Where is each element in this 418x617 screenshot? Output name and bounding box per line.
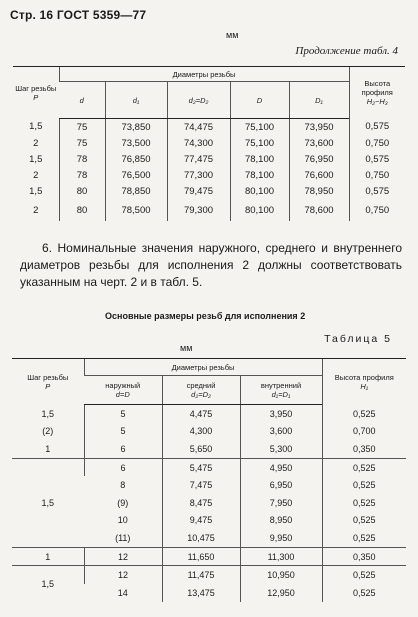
cell: 74,300	[167, 135, 230, 151]
cell: 0,525	[322, 529, 406, 547]
cell: 14	[117, 587, 128, 598]
header-diameters: Диаметры резьбы	[84, 359, 322, 376]
page-header: Стр. 16 ГОСТ 5359—77	[10, 8, 147, 22]
cell: 2	[33, 169, 39, 181]
cell: 12	[84, 566, 162, 584]
header-middle	[162, 376, 240, 405]
cell: 77,300	[167, 167, 230, 183]
table-row	[13, 151, 405, 167]
cell: 78	[59, 151, 105, 167]
cell: 79,300	[167, 199, 230, 221]
header-height	[322, 359, 406, 405]
cell: 1,5	[12, 566, 84, 602]
table-row	[12, 440, 406, 458]
header-outer	[84, 376, 162, 405]
cell: 0,750	[349, 167, 405, 183]
cell: 5	[84, 423, 162, 441]
cell: 75,100	[230, 119, 289, 136]
header-middle-text: средний	[186, 381, 216, 390]
header-d	[59, 82, 105, 119]
table4-continuation-label: Продолжение табл. 4	[295, 45, 398, 57]
cell: 0,350	[322, 440, 406, 458]
cell: 80,100	[230, 183, 289, 199]
cell: 1,5	[29, 185, 43, 197]
cell: 78,850	[105, 183, 167, 199]
table5-title: Основные размеры резьб для исполнения 2	[105, 311, 306, 321]
cell: 7,950	[240, 494, 322, 512]
header-d2-text: d₂=D₂	[188, 95, 209, 105]
cell: 74,475	[167, 119, 230, 136]
cell: 78,100	[230, 151, 289, 167]
cell: 0,525	[322, 494, 406, 512]
cell: 0,525	[322, 566, 406, 584]
cell: 0,525	[322, 512, 406, 530]
header-middle-symbol: d₂=D₂	[191, 390, 211, 399]
cell: (9)	[117, 497, 129, 508]
cell: 75	[59, 119, 105, 136]
cell: 12,950	[240, 584, 322, 602]
cell: 5,650	[162, 440, 240, 458]
table5-unit: мм	[180, 343, 193, 353]
cell: 9,475	[162, 512, 240, 530]
cell: 80	[59, 183, 105, 199]
table-row	[13, 119, 405, 136]
header-D1	[289, 82, 349, 119]
paragraph-6: 6. Номинальные значения наружного, среднего и внутреннего диаметров резьбы для исполнения 2 должны соответствовать указанным на черт. 2 и в табл. 5.	[20, 241, 402, 289]
cell: 7,475	[162, 476, 240, 494]
cell: 1,5	[41, 408, 54, 419]
cell: 11,300	[240, 547, 322, 566]
cell: 0,700	[322, 423, 406, 441]
header-pitch	[12, 359, 84, 405]
cell: 8,950	[240, 512, 322, 530]
table4	[13, 66, 405, 221]
table-row	[12, 547, 406, 566]
table5-label: Таблица 5	[324, 333, 392, 345]
cell: 78,600	[289, 199, 349, 221]
cell: 6,950	[240, 476, 322, 494]
cell: 0,525	[322, 476, 406, 494]
cell: 11,650	[162, 547, 240, 566]
cell: 73,500	[105, 135, 167, 151]
cell: 5,475	[162, 458, 240, 476]
cell: 78,100	[230, 167, 289, 183]
table-row	[13, 135, 405, 151]
header-pitch	[13, 67, 59, 119]
header-D	[230, 82, 289, 119]
table-row	[13, 199, 405, 221]
header-inner-text: внутренний	[260, 381, 302, 390]
header-height-symbol: H₁	[360, 381, 369, 391]
cell: 1,5	[12, 458, 84, 547]
cell: 4,475	[162, 405, 240, 423]
table-row	[12, 405, 406, 423]
header-pitch-text: Шаг резьбы	[27, 372, 69, 382]
header-d1	[105, 82, 167, 119]
table-row	[13, 183, 405, 199]
cell: 80	[59, 199, 105, 221]
table-row	[13, 167, 405, 183]
cell: 5,300	[240, 440, 322, 458]
cell: 6	[84, 458, 162, 476]
cell: 1,5	[29, 153, 43, 165]
cell: 0,525	[322, 458, 406, 476]
cell: 0,575	[349, 151, 405, 167]
header-D1-text: D₁	[315, 95, 323, 105]
table-row	[12, 566, 406, 584]
header-D-text: D	[256, 95, 263, 105]
cell: 9,950	[240, 529, 322, 547]
cell: 76,600	[289, 167, 349, 183]
cell: 0,525	[322, 405, 406, 423]
header-inner	[240, 376, 322, 405]
cell: 0,575	[349, 183, 405, 199]
cell: 8,475	[162, 494, 240, 512]
cell: 73,950	[289, 119, 349, 136]
header-outer-text: наружный	[105, 381, 141, 390]
cell: 3,950	[240, 405, 322, 423]
cell: 76,500	[105, 167, 167, 183]
cell: 11,475	[162, 566, 240, 584]
header-height-symbol: H₂−H₃	[366, 97, 388, 107]
cell: 6	[84, 440, 162, 458]
cell: 0,350	[322, 547, 406, 566]
cell: 78,500	[105, 199, 167, 221]
cell: (11)	[115, 532, 131, 543]
cell: 8	[120, 480, 126, 491]
cell: 75	[59, 135, 105, 151]
cell: 76,850	[105, 151, 167, 167]
table-row	[12, 458, 406, 476]
cell: 80,100	[230, 199, 289, 221]
header-height	[349, 67, 405, 119]
header-pitch-symbol: P	[33, 92, 39, 102]
cell: 5	[84, 405, 162, 423]
cell: 1	[12, 547, 84, 566]
header-outer-symbol: d=D	[115, 390, 130, 399]
header-d1-text: d₁	[132, 95, 140, 105]
cell: 2	[33, 204, 39, 216]
cell: 79,475	[167, 183, 230, 199]
table5	[12, 358, 406, 602]
cell: 76,950	[289, 151, 349, 167]
cell: 4,300	[162, 423, 240, 441]
cell: 77,475	[167, 151, 230, 167]
header-pitch-symbol: P	[45, 381, 51, 391]
cell: 75,100	[230, 135, 289, 151]
header-height-text: Высота профиля	[361, 79, 393, 98]
cell: 1,5	[29, 121, 43, 133]
cell: 4,950	[240, 458, 322, 476]
cell: 78,950	[289, 183, 349, 199]
cell: 73,600	[289, 135, 349, 151]
cell: 1	[45, 443, 51, 454]
cell: 10,950	[240, 566, 322, 584]
cell: 3,600	[240, 423, 322, 441]
cell: 10,475	[162, 529, 240, 547]
cell: 73,850	[105, 119, 167, 136]
cell: 0,750	[349, 199, 405, 221]
cell: 10	[117, 515, 128, 526]
header-d2	[167, 82, 230, 119]
cell: 0,575	[349, 119, 405, 136]
header-pitch-text: Шаг резьбы	[15, 83, 57, 93]
cell: 78	[59, 167, 105, 183]
cell: 2	[33, 137, 39, 149]
cell: (2)	[42, 426, 54, 437]
header-diameters: Диаметры резьбы	[59, 67, 349, 82]
header-height-text: Высота профиля	[334, 372, 394, 382]
cell: 0,525	[322, 584, 406, 602]
table-row	[12, 423, 406, 441]
cell: 13,475	[162, 584, 240, 602]
header-d-text: d	[79, 95, 84, 105]
table4-unit: мм	[226, 30, 239, 40]
cell: 12	[84, 547, 162, 566]
header-inner-symbol: d₁=D₁	[271, 390, 291, 399]
cell: 0,750	[349, 135, 405, 151]
